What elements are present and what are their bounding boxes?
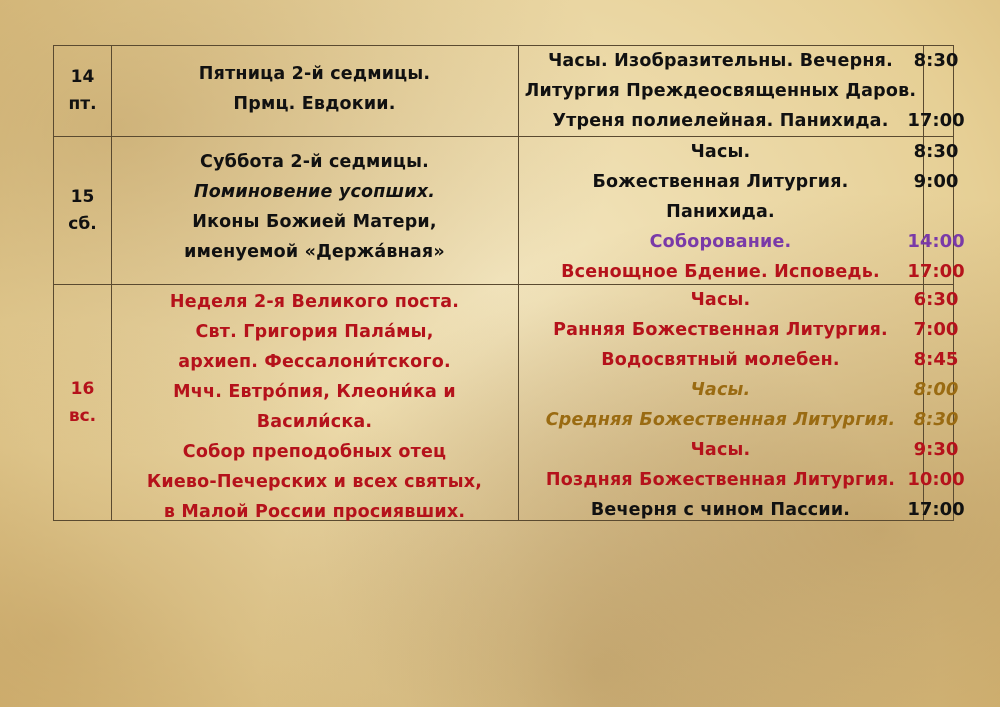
services-list — [518, 46, 923, 136]
service-time: 6:30 — [913, 289, 959, 310]
schedule-row — [54, 46, 965, 136]
service-item: Утреня полиелейная. Панихида. — [552, 111, 889, 131]
service-time: 9:00 — [913, 171, 959, 192]
service-item: Литургия Преждеосвященных Даров. — [524, 81, 917, 101]
times-column — [886, 46, 986, 136]
service-item: Часы. — [690, 440, 751, 460]
service-time — [886, 197, 986, 227]
description-line: Собор преподобных отец — [182, 442, 447, 462]
service-item: Божественная Литургия. — [592, 172, 849, 192]
day-cell — [54, 46, 111, 136]
service-time: 10:00 — [907, 469, 965, 490]
services-list — [518, 285, 923, 521]
service-item: Водосвятный молебен. — [601, 350, 840, 370]
service-item: Всенощное Бдение. Исповедь. — [561, 262, 880, 282]
description-line: архиеп. Фессалони́тского. — [178, 352, 451, 372]
day-number: 15 — [70, 187, 95, 207]
service-time: 8:30 — [913, 50, 959, 71]
service-time: 9:30 — [913, 439, 959, 460]
service-time: 17:00 — [907, 110, 965, 131]
service-time: 8:45 — [913, 349, 959, 370]
service-time: 17:00 — [907, 261, 965, 282]
service-item: Средняя Божественная Литургия. — [545, 410, 896, 430]
description-line: Поминовение усопших. — [193, 182, 436, 202]
times-column — [886, 285, 986, 521]
description-line: Иконы Божией Матери, — [192, 212, 437, 232]
service-item: Часы. Изобразительны. Вечерня. — [548, 51, 893, 71]
service-item: Соборование. — [649, 232, 792, 252]
service-item: Ранняя Божественная Литургия. — [553, 320, 888, 340]
feast-description — [111, 137, 518, 285]
weekday-abbr: сб. — [68, 214, 97, 234]
feast-description — [111, 46, 518, 136]
service-item: Поздняя Божественная Литургия. — [545, 470, 896, 490]
description-line: Мчч. Евтро́пия, Клеони́ка и — [173, 382, 456, 402]
service-item: Панихида. — [666, 202, 775, 222]
description-line: Васили́ска. — [256, 412, 373, 432]
description-line: Пятница 2-й седмицы. — [198, 64, 431, 84]
weekday-abbr: вс. — [68, 406, 97, 426]
description-line: Свт. Григория Пала́мы, — [195, 322, 434, 342]
description-line: в Малой России просиявших. — [163, 502, 466, 522]
day-number: 14 — [70, 67, 95, 87]
times-column — [886, 137, 986, 285]
services-list — [518, 137, 923, 285]
description-line: Суббота 2-й седмицы. — [200, 152, 429, 172]
service-item: Часы. — [690, 290, 751, 310]
service-time: 17:00 — [907, 499, 965, 520]
service-time: 14:00 — [907, 231, 965, 252]
schedule-table — [53, 45, 965, 522]
day-cell — [54, 137, 111, 285]
service-time: 7:00 — [913, 319, 959, 340]
description-line: Неделя 2-я Великого поста. — [169, 292, 460, 312]
weekday-abbr: пт. — [68, 94, 97, 114]
description-line: Киево-Печерских и всех святых, — [146, 472, 483, 492]
schedule-row — [54, 136, 965, 285]
service-time: 8:30 — [913, 409, 959, 430]
day-number: 16 — [70, 379, 95, 399]
service-item: Часы. — [690, 142, 751, 162]
service-time — [886, 76, 986, 106]
service-time: 8:00 — [913, 379, 959, 400]
feast-description — [111, 285, 518, 521]
description-line: Прмц. Евдокии. — [233, 94, 396, 114]
schedule-row — [54, 284, 965, 522]
day-cell — [54, 285, 111, 521]
description-line: именуемой «Держа́вная» — [184, 242, 445, 262]
service-item: Часы. — [690, 380, 751, 400]
service-item: Вечерня с чином Пассии. — [590, 500, 851, 520]
service-time: 8:30 — [913, 141, 959, 162]
